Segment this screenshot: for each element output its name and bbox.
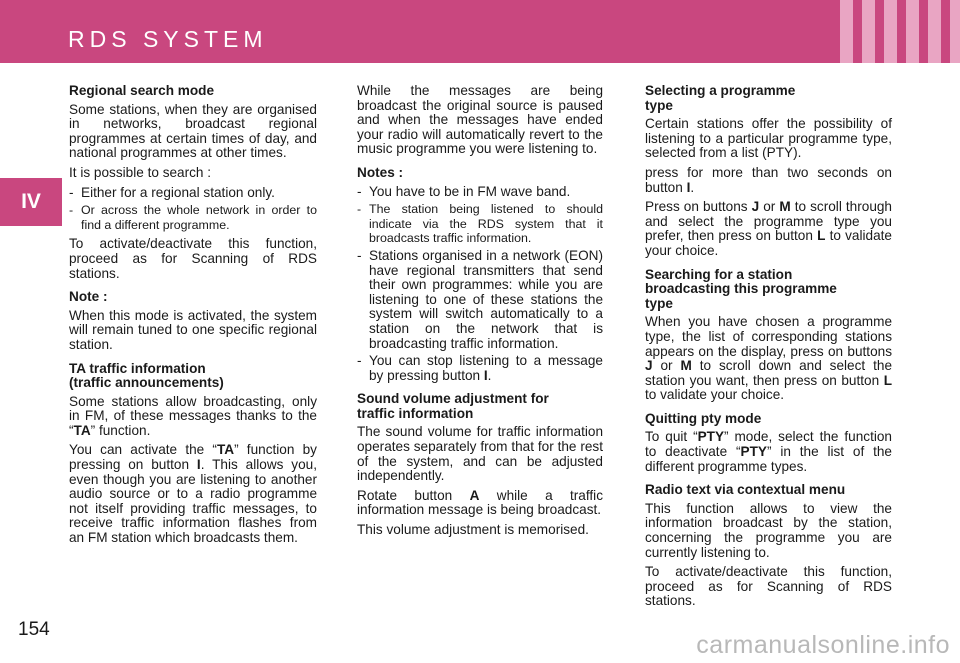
searching-heading-line-1: Searching for a station [645,266,793,282]
selecting-heading-line-1: Selecting a programme [645,83,796,98]
notes-list [357,185,603,384]
selecting-heading [645,84,892,113]
radio-text-paragraph-2: To activate/deactivate this function, proceed as for Scanning of RDS stations. [645,564,892,609]
radio-text-paragraph-1: This function allows to view the information broadcast by the station, concerning the programme you are currently listening to. [645,500,892,560]
ta-paragraph-1: Some stations allow broadcasting, only in FM, of these messages thanks to the “TA” function. [69,393,317,438]
list-item: - You have to be in FM wave band. [357,185,603,200]
selecting-heading-line-2: type [645,97,673,113]
sound-heading-line-2: traffic information [357,405,474,421]
sound-paragraph-1: The sound volume for traffic information operates separately from that for the rest of the system, and can be adjusted independently. [357,424,603,484]
column-middle [357,84,603,543]
header-stripe [884,0,897,63]
selecting-paragraph-1: Certain stations offer the possibility of listening to a particular programme type, selected from a list (PTY). [645,116,892,161]
list-item: - The station being listened to should indicate via the RDS system that it broadcasts traffic information. [357,202,603,246]
header-stripe [950,0,960,63]
notes-heading: Notes : [357,164,404,180]
searching-heading [645,268,892,312]
header-stripe [906,0,919,63]
selecting-paragraph-2: press for more than two seconds on button I. [645,164,892,195]
ta-heading [69,362,317,391]
sound-paragraph-2: Rotate button A while a traffic information message is being broadcast. [357,487,603,518]
list-item: - You can stop listening to a message by pressing button I. [357,354,603,383]
header-stripe [928,0,941,63]
chapter-tab: IV [0,178,62,226]
regional-paragraph-2: It is possible to search : [69,164,212,180]
selecting-paragraph-3: Press on buttons J or M to scroll through and select the programme type you prefer, then press on button L to validate your choice. [645,199,892,258]
sound-heading-line-1: Sound volume adjustment for [357,391,549,407]
column-left [69,84,317,551]
searching-heading-line-3: type [645,295,673,311]
column-right [645,84,892,614]
header-stripe [862,0,875,63]
quitting-heading: Quitting pty mode [645,410,762,426]
watermark: carmanualsonline.info [696,631,950,659]
sound-paragraph-3: This volume adjustment is memorised. [357,522,589,538]
list-item: - Either for a regional station only. [69,186,317,201]
ta-paragraph-2: You can activate the “TA” function by pressing on button I. This allows you, even though you are listening to another audio source or to a radio programme not itself providing traffic messages, to receive traffic information flashes from an FM station which broadcasts them. [69,442,317,546]
regional-paragraph-3: To activate/deactivate this function, proceed as for Scanning of RDS stations. [69,236,317,281]
ta-heading-line-2: (traffic announcements) [69,375,224,391]
note-heading: Note : [69,289,108,305]
searching-paragraph: When you have chosen a programme type, the list of corresponding stations appears on the display, press on buttons J or M to scroll down and select the station you want, then press on button L to validate your choice. [645,314,893,403]
quitting-paragraph: To quit “PTY” mode, select the function to deactivate “PTY” in the list of the different programme types. [645,429,892,474]
sound-heading [357,392,603,421]
list-item: - Stations organised in a network (EON) have regional transmitters that send their own programmes: while you are listening to one of these stations the system will switch automatically to a station on the network that is broadcasting traffic information. [357,249,603,351]
regional-heading: Regional search mode [69,83,215,98]
ta-heading-line-1: TA traffic information [69,360,206,376]
page-title: RDS SYSTEM [68,26,268,52]
page-number: 154 [18,619,50,640]
regional-list [69,186,317,233]
note-paragraph: When this mode is activated, the system will remain tuned to one specific regional station. [69,307,317,352]
regional-paragraph-1: Some stations, when they are organised in networks, broadcast regional programmes at certain times of day, and national programmes at other times. [69,101,317,161]
traffic-paragraph: While the messages are being broadcast the original source is paused and when the messages have ended your radio will automatically revert to the music programme you were listening to. [357,83,603,157]
header-band [0,0,960,63]
radio-text-heading: Radio text via contextual menu [645,482,846,498]
header-stripe [840,0,853,63]
list-item: - Or across the whole network in order to find a different programme. [69,203,317,232]
searching-heading-line-2: broadcasting this programme [645,281,837,297]
